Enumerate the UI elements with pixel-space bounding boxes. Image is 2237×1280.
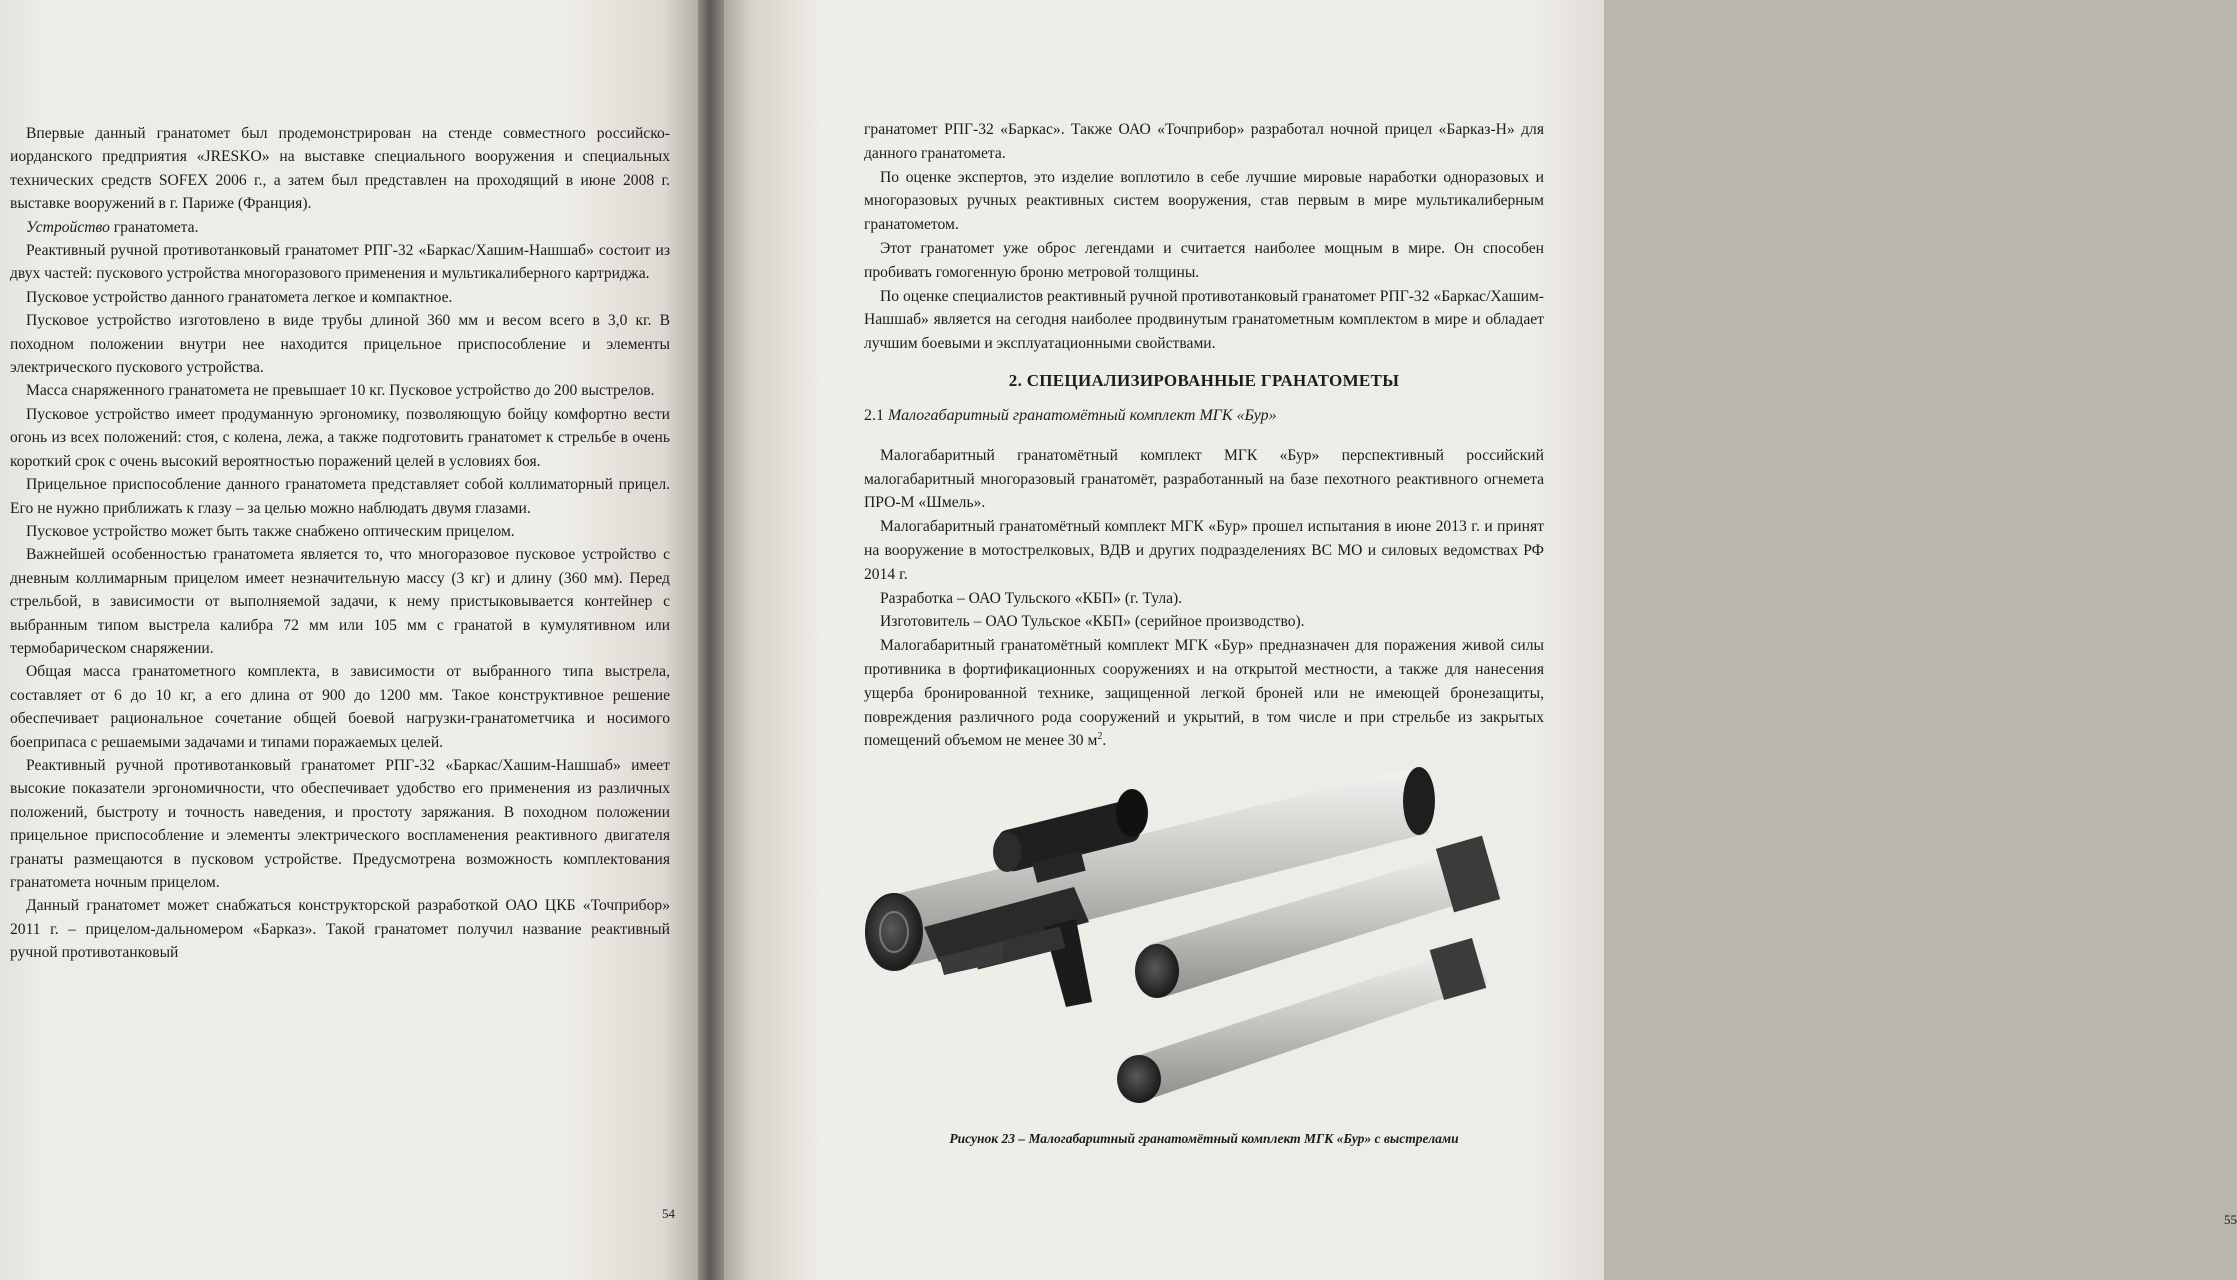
left-paragraph-10: Общая масса гранатометного комплекта, в зависимости от выбранного типа выстрела, составляет от 6 до 10 кг, а его длина от 900 до 1200 мм. Такое конструктивное решение обеспечивает рациональное сочетание общей боевой нагрузки-гранатометчика и носимого боеприпаса с решаемыми задачами и типами поражаемых целей. (10, 663, 670, 751)
left-paragraph-8: Пусковое устройство может быть также снабжено оптическим прицелом. (26, 522, 515, 540)
device-rest: гранатомета. (109, 218, 199, 236)
right-paragraph-8: Изготовитель – ОАО Тульское «КБП» (серийное производство). (880, 613, 1305, 631)
purpose-tail: . (1102, 732, 1107, 750)
grenade-launcher-illustration (844, 757, 1524, 1127)
right-paragraph-6: Малогабаритный гранатомётный комплект МГК «Бур» прошел испытания в июне 2013 г. и принят на вооружение в мотострелковых, ВДВ и других подразделениях ВС МО и силовых ведомствах РФ 2014 г. (864, 518, 1544, 583)
subsection-heading (864, 404, 1544, 428)
figure-caption: Рисунок 23 – Малогабаритный гранатомётный комплект МГК «Бур» с выстрелами (949, 1131, 1459, 1147)
left-paragraph-12: Данный гранатомет может снабжаться конструкторской разработкой ОАО ЦКБ «Точприбор» 2011 г. – прицелом-дальномером «Барказ». Такой гранатомет получил название реактивный ручной противотанковый (10, 897, 670, 962)
subsection-title: Малогабаритный гранатомётный комплект МГК «Бур» (888, 406, 1277, 424)
purpose-text: Малогабаритный гранатомётный комплект МГК «Бур» предназначен для поражения живой силы противника в фортификационных сооружениях и на открытой местности, а также для нанесения ущерба бронированной технике, защищенной легкой броней или не имеющей бронезащиты, повреждения различного рода сооружений и укрытий, в том числе и при стрельбе из закрытых помещений объемом не менее 30 м (864, 637, 1544, 750)
right-paragraph-7: Разработка – ОАО Тульского «КБП» (г. Тула). (880, 589, 1183, 607)
device-label: Устройство (26, 218, 110, 236)
left-paragraph-11: Реактивный ручной противотанковый гранатомет РПГ-32 «Баркас/Хашим-Нашшаб» имеет высокие показатели эргономичности, что обеспечивает удобство его применения из различных положений, быстроту и точность наведения, и простоту заряжания. В походном положении прицельное приспособление и элементы электрического воспламенения реактивного двигателя гранаты размещаются в пусковом устройстве. Предусмотрена возможность комплектования гранатомета ночным прицелом. (10, 756, 670, 891)
subsection-number: 2.1 (864, 406, 888, 424)
right-paragraph-5: Малогабаритный гранатомётный комплект МГК «Бур» перспективный российский малогабаритный многоразовый гранатомёт, разработанный на базе пехотного реактивного огнемета ПРО-М «Шмель». (864, 446, 1544, 512)
left-page (0, 0, 706, 1280)
right-page-number: 55 (2224, 1212, 2237, 1227)
right-paragraph-3: Этот гранатомет уже оброс легендами и считается наиболее мощным в мире. Он способен пробивать гомогенную броню метровой толщины. (864, 239, 1544, 281)
left-paragraph-4: Пусковое устройство изготовлено в виде трубы длиной 360 мм и весом всего в 3,0 кг. В походном положении внутри нее находится прицельное приспособление и элементы электрического пускового устройства. (10, 312, 670, 377)
right-paragraph-1: гранатомет РПГ-32 «Баркас». Также ОАО «Точприбор» разработал ночной прицел «Барказ-Н» для данного гранатомета. (864, 121, 1544, 162)
right-paragraph-2: По оценке экспертов, это изделие воплотило в себе лучшие мировые наработки одноразовых и многоразовых ручных реактивных систем вооружения, став первым в мире мультикалиберным гранатометом. (864, 168, 1544, 234)
right-paragraph-4: По оценке специалистов реактивный ручной противотанковый гранатомет РПГ-32 «Баркас/Хашим-Нашшаб» является на сегодня наиболее продвинутым гранатометным комплектом в мире и обладает лучшим боевыми и эксплуатационными свойствами. (864, 287, 1544, 353)
left-paragraph-3: Пусковое устройство данного гранатомета легкое и компактное. (26, 288, 453, 306)
left-paragraph-5: Масса снаряженного гранатомета не превышает 10 кг. Пусковое устройство до 200 выстрелов. (26, 382, 655, 400)
section-title: 2. СПЕЦИАЛИЗИРОВАННЫЕ ГРАНАТОМЕТЫ (1008, 370, 1400, 390)
left-page-number: 54 (662, 1206, 675, 1221)
book-gutter (698, 0, 724, 1280)
device-heading-paragraph (10, 216, 670, 239)
area-superscript: 2 (1097, 731, 1103, 743)
grenade-launcher-figure (844, 757, 1524, 1127)
left-paragraph-2: Реактивный ручной противотанковый гранатомет РПГ-32 «Баркас/Хашим-Нашшаб» состоит из двух частей: пускового устройства многоразового применения и мультикалиберного картриджа. (10, 242, 670, 283)
left-paragraph-9: Важнейшей особенностью гранатомета является то, что многоразовое пусковое устройство с дневным коллимарным прицелом имеет незначительную массу (3 кг) и длину (360 мм). Перед стрельбой, в зависимости от выполняемой задачи, к нему пристыковывается контейнер с выбранным типом выстрела калибра 72 мм или 105 мм с гранатой в кумулятивном или термобарическом снаряжении. (10, 546, 670, 657)
right-page (716, 0, 2237, 1280)
left-paragraph-1: Впервые данный гранатомет был продемонстрирован на стенде совместного российско-иорданского предприятия «JRESKO» на выставке специального вооружения и специальных технических средств SOFEX 2006 г., а затем был представлен на проходящий в июне 2008 г. выставке вооружений в г. Париже (Франция). (10, 125, 670, 213)
left-paragraph-6: Пусковое устройство имеет продуманную эргономику, позволяющую бойцу комфортно вести огонь из всех положений: стоя, с колена, лежа, а также подготовить гранатомет к стрельбе в очень короткий срок с очень высокий вероятностью поражений целей в условиях боя. (10, 405, 670, 470)
right-paragraph-9 (864, 634, 1544, 753)
left-paragraph-7: Прицельное приспособление данного гранатомета представляет собой коллиматорный прицел. Его не нужно приближать к глазу – за целью можно наблюдать двумя глазами. (10, 476, 670, 517)
